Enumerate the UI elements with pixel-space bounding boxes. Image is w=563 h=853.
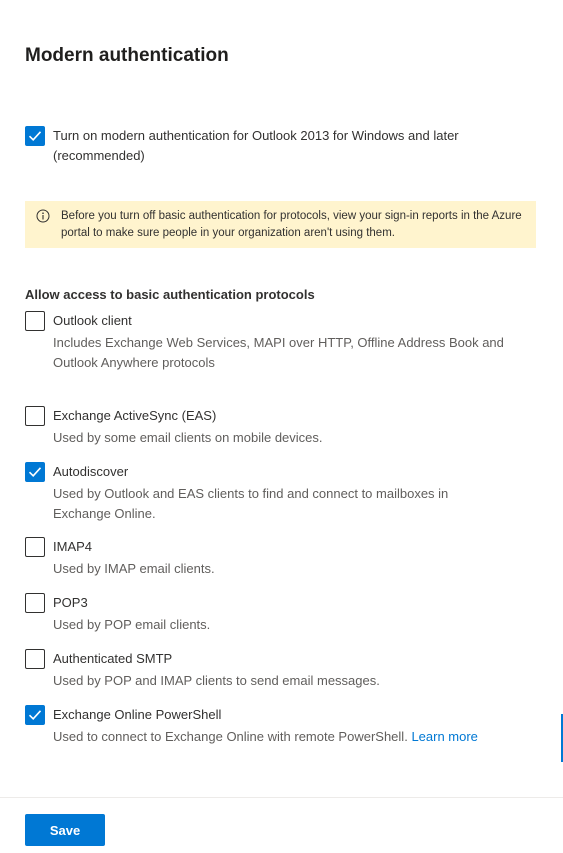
outlook-client-checkbox[interactable] (25, 311, 45, 331)
powershell-label: Exchange Online PowerShell (53, 707, 222, 722)
imap4-description: Used by IMAP email clients. (53, 561, 215, 576)
imap4-checkbox[interactable] (25, 537, 45, 557)
autodiscover-label: Autodiscover (53, 464, 129, 479)
info-banner (25, 201, 536, 248)
imap4-label: IMAP4 (53, 539, 93, 554)
outlook-client-description: Includes Exchange Web Services, MAPI over HTTP, Offline Address Book and Outlook Anywhere protocols (53, 335, 504, 370)
powershell-description-row (53, 727, 533, 747)
save-button[interactable]: Save (25, 814, 105, 846)
checkmark-icon (28, 130, 42, 142)
modern-auth-checkbox[interactable] (25, 126, 45, 146)
protocols-heading: Allow access to basic authentication protocols (25, 287, 315, 302)
modern-auth-label: Turn on modern authentication for Outlook 2013 for Windows and later (recommended) (53, 128, 459, 163)
footer-divider (0, 797, 563, 798)
outlook-client-label: Outlook client (53, 313, 132, 328)
learn-more-link[interactable]: Learn more (411, 729, 478, 744)
checkmark-icon (28, 709, 42, 721)
info-icon (36, 209, 50, 223)
powershell-checkbox[interactable] (25, 705, 45, 725)
banner-text: Before you turn off basic authentication for protocols, view your sign-in reports in the Azure portal to make sure people in your organization aren't using them. (61, 210, 522, 239)
eas-description: Used by some email clients on mobile devices. (53, 430, 323, 445)
pop3-checkbox[interactable] (25, 593, 45, 613)
panel-title: Modern authentication (25, 45, 229, 66)
smtp-checkbox[interactable] (25, 649, 45, 669)
smtp-description: Used by POP and IMAP clients to send email messages. (53, 673, 380, 688)
powershell-description: Used to connect to Exchange Online with remote PowerShell. (53, 729, 408, 744)
eas-checkbox[interactable] (25, 406, 45, 426)
autodiscover-checkbox[interactable] (25, 462, 45, 482)
checkmark-icon (28, 466, 42, 478)
pop3-description: Used by POP email clients. (53, 617, 211, 632)
eas-label: Exchange ActiveSync (EAS) (53, 408, 217, 423)
smtp-label: Authenticated SMTP (53, 651, 173, 666)
autodiscover-description: Used by Outlook and EAS clients to find and connect to mailboxes in Exchange Online. (53, 486, 449, 521)
pop3-label: POP3 (53, 595, 88, 610)
